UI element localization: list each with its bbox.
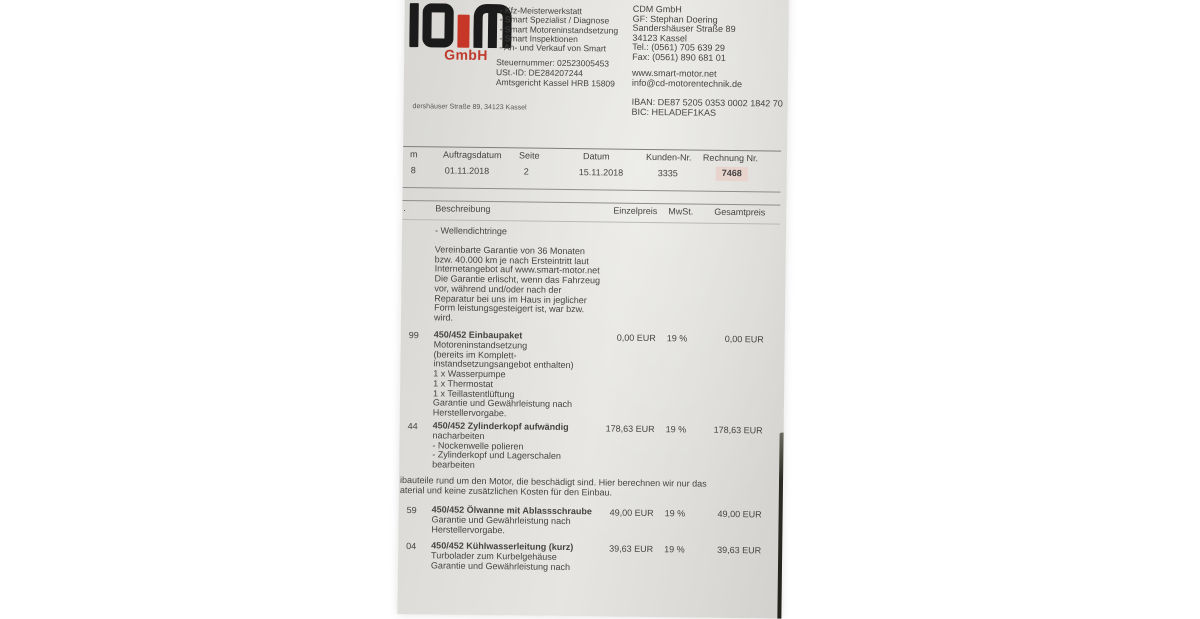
tax-info: Steuernummer: 02523005453 USt.-ID: DE284207244 Amtsgericht Kassel HRB 15809: [496, 58, 615, 89]
column-header-description: Beschreibung: [435, 204, 490, 214]
item-number-fragment: 44: [408, 422, 418, 432]
bank-details: IBAN: DE87 5205 0353 0002 1842 70 BIC: HELADEF1KAS: [631, 98, 782, 119]
item-vat: 19 %: [664, 545, 706, 555]
meta-label-auftragsdatum: Auftragsdatum: [443, 150, 502, 160]
column-header-fragment: .: [403, 204, 406, 214]
columns-line-bottom: [402, 219, 780, 225]
services-list: - Kfz-Meisterwerkstatt - Smart Spezialist / Diagnose - Smart Motoreninstandsetzung - Smart Inspektionen - An- und Verkauf von Smart: [499, 6, 618, 54]
meta-value-datum: 15.11.2018: [579, 168, 624, 178]
item-total-price: 49,00 EUR: [679, 509, 762, 520]
item-description: Motoreninstandsetzung (bereits im Komplett- instandsetzungsangebot enthalten) 1 x Wasserpumpe 1 x Thermostat 1 x Teillastentlüftung Garantie und Gewährleistung nach Herstellervorgabe.: [433, 340, 574, 419]
item-description: Garantie und Gewährleistung nach Herstellervorgabe.: [431, 515, 570, 536]
item-unit-price: 49,00 EUR: [539, 508, 654, 519]
item-unit-price: 178,63 EUR: [540, 424, 655, 435]
item-total-price: 0,00 EUR: [681, 334, 764, 345]
column-header-total-price: Gesamtpreis: [682, 207, 765, 218]
item-title: 450/452 Ölwanne mit Ablassschraube: [432, 505, 592, 517]
meta-label-rechnungnr: Rechnung Nr.: [703, 154, 758, 164]
item-vat: 19 %: [667, 334, 709, 344]
item-unit-price: 39,63 EUR: [538, 544, 653, 555]
table-row: [401, 330, 779, 335]
damage-note-paragraph: ibauteile rund um den Motor, die beschädigt sind. Hier berechnen wir nur das aterial und keine zusätzlichen Kosten für den Einbau.: [400, 476, 707, 500]
meta-label-fragment: m: [410, 150, 418, 160]
item-vat: 19 %: [665, 509, 707, 519]
logo-red-bar: [457, 15, 469, 48]
item-vat: 19 %: [666, 425, 708, 435]
logo-letter-d: [422, 3, 454, 47]
item-description: nacharbeiten - Nockenwelle polieren - Zylinderkopf und Lagerschalen bearbeiten: [432, 431, 561, 471]
meta-value-fragment: 8: [411, 166, 416, 176]
item-number-fragment: 59: [407, 506, 417, 516]
table-row: [400, 421, 778, 426]
meta-label-kundennr: Kunden-Nr.: [646, 153, 692, 163]
meta-label-datum: Datum: [583, 152, 610, 162]
meta-line-bottom: [403, 187, 781, 193]
item-total-price: 178,63 EUR: [680, 425, 763, 436]
meta-value-seite: 2: [524, 167, 529, 177]
item-wellendichtringe: - Wellendichtringe: [435, 226, 507, 237]
logo-gmbh-label: GmbH: [444, 47, 488, 62]
item-total-price: 39,63 EUR: [678, 545, 761, 556]
item-number-fragment: 99: [409, 331, 419, 341]
sender-line: dershäuser Straße 89, 34123 Kassel: [413, 102, 527, 113]
meta-label-seite: Seite: [519, 151, 540, 161]
company-web: www.smart-motor.net info@cd-motorentechnik.de: [632, 69, 742, 89]
column-header-unit-price: Einzelpreis: [542, 206, 657, 217]
invoice-content: [398, 0, 789, 605]
company-address: CDM GmbH GF: Stephan Doering Sandershäuser Straße 89 34123 Kassel Tel.: (0561) 705 639 29 Fax: (0561) 890 681 01: [632, 5, 736, 64]
meta-value-auftragsdatum: 01.11.2018: [445, 166, 490, 176]
item-number-fragment: 04: [406, 542, 416, 552]
invoice-number-badge: 7468: [716, 167, 748, 181]
invoice-paper: [397, 0, 789, 619]
item-description: Turbolader zum Kurbelgehäuse Garantie und Gewährleistung nach: [431, 551, 570, 572]
meta-value-kundennr: 3335: [658, 169, 678, 179]
warranty-paragraph: Vereinbarte Garantie von 36 Monaten bzw. 40.000 km je nach Ersteintritt laut Internetangebot auf www.smart-motor.net Die Garantie erlischt, wenn das Fahrzeug vor, während und/oder nach der Reparatur bei uns im Haus in jeglicher Form leistungsgesteigert ist, war bzw. wird.: [434, 245, 601, 325]
item-title: 450/452 Kühlwasserleitung (kurz): [431, 541, 573, 552]
logo-letter-fragment: [409, 3, 419, 47]
column-header-vat: MwSt.: [668, 207, 693, 217]
cdm-logo-icon: [409, 3, 512, 50]
table-row: [399, 505, 777, 510]
item-title: 450/452 Einbaupaket: [434, 330, 523, 341]
item-unit-price: 0,00 EUR: [541, 333, 656, 344]
item-title: 450/452 Zylinderkopf aufwändig: [433, 421, 569, 432]
table-row: [398, 541, 776, 546]
